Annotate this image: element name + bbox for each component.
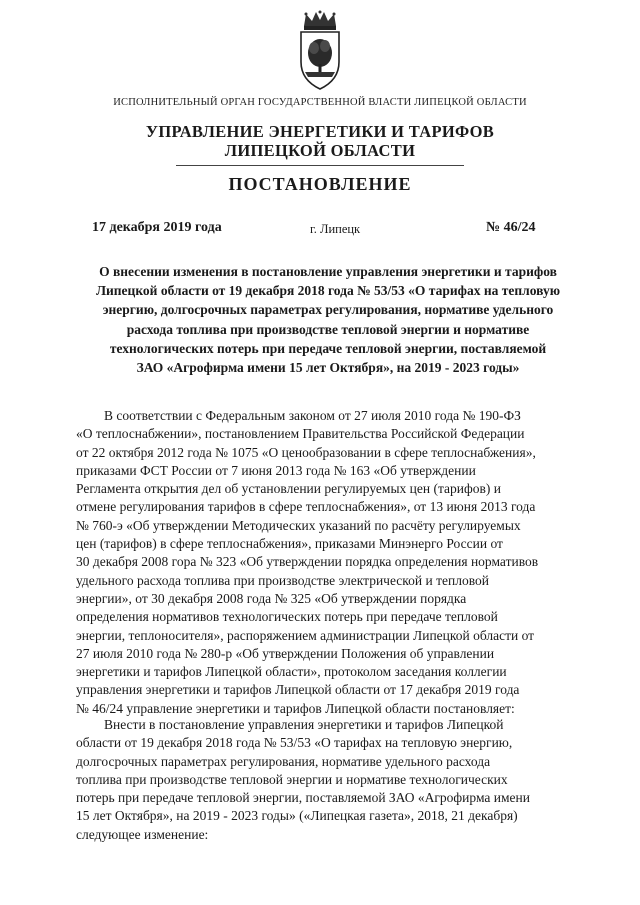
- authority-name: ИСПОЛНИТЕЛЬНЫЙ ОРГАН ГОСУДАРСТВЕННОЙ ВЛАСТИ ЛИПЕЦКОЙ ОБЛАСТИ: [113, 97, 527, 108]
- document-city: г. Липецк: [310, 222, 361, 236]
- department-title: УПРАВЛЕНИЕ ЭНЕРГЕТИКИ И ТАРИФОВ ЛИПЕЦКОЙ ОБЛАСТИ: [145, 122, 495, 160]
- document-type: ПОСТАНОВЛЕНИЕ: [228, 174, 412, 194]
- document-date: 17 декабря 2019 года: [92, 220, 222, 235]
- header-divider: [176, 165, 464, 166]
- coat-of-arms-icon: [297, 10, 343, 92]
- preamble-paragraph: В соответствии с Федеральным законом от 27 июля 2010 года № 190-ФЗ «О теплоснабжении», постановлением Правительства Российской Федерации от 22 октября 2012 года № 1075 «О ценообразовании в сфере теплоснабжения», приказами ФСТ России от 7 июня 2013 года № 163 «Об утверждении Регламента открытия дел об установлении регулируемых цен (тарифов) и отмене регулирования тарифов в сфере теплоснабжения», от 13 июня 2013 года № 760-э «Об утверждении Методических указаний по расчёту регулируемых цен (тарифов) в сфере теплоснабжения», приказами Минэнерго России от 30 декабря 2008 гора № 323 «Об утверждении порядка определения нормативов удельного расхода топлива при производстве электрической и тепловой энергии», от 30 декабря 2008 года № 325 «Об утверждении порядка определения нормативов технологических потерь при передаче тепловой энергии, теплоносителя», распоряжением администрации Липецкой области от 27 июля 2010 года № 280-р «Об утверждении Положения об управлении энергетики и тарифов Липецкой области», протоколом заседания коллегии управления энергетики и тарифов Липецкой области от 17 декабря 2019 года № 46/24 управление энергетики и тарифов Липецкой области постановляет:: [76, 408, 539, 716]
- document-number: № 46/24: [486, 220, 536, 235]
- document-subject: О внесении изменения в постановление управления энергетики и тарифов Липецкой области от 19 декабря 2018 года № 53/53 «О тарифах на тепловую энергию, долгосрочных параметрах регулирования, нормативе удельного расхода топлива при производстве тепловой энергии и нормативе технологических потерь при передаче тепловой энергии, поставляемой ЗАО «Агрофирма имени 15 лет Октября», на 2019 - 2023 годы»: [95, 264, 561, 376]
- resolution-paragraph: Внести в постановление управления энергетики и тарифов Липецкой области от 19 декабря 2018 года № 53/53 «О тарифах на тепловую энергию, долгосрочных параметрах регулирования, нормативе удельного расхода топлива при производстве тепловой энергии и нормативе технологических потерь при передаче тепловой энергии, поставляемой ЗАО «Агрофирма имени 15 лет Октября», на 2019 - 2023 годы» («Липецкая газета», 2018, 21 декабря) следующее изменение:: [76, 717, 530, 842]
